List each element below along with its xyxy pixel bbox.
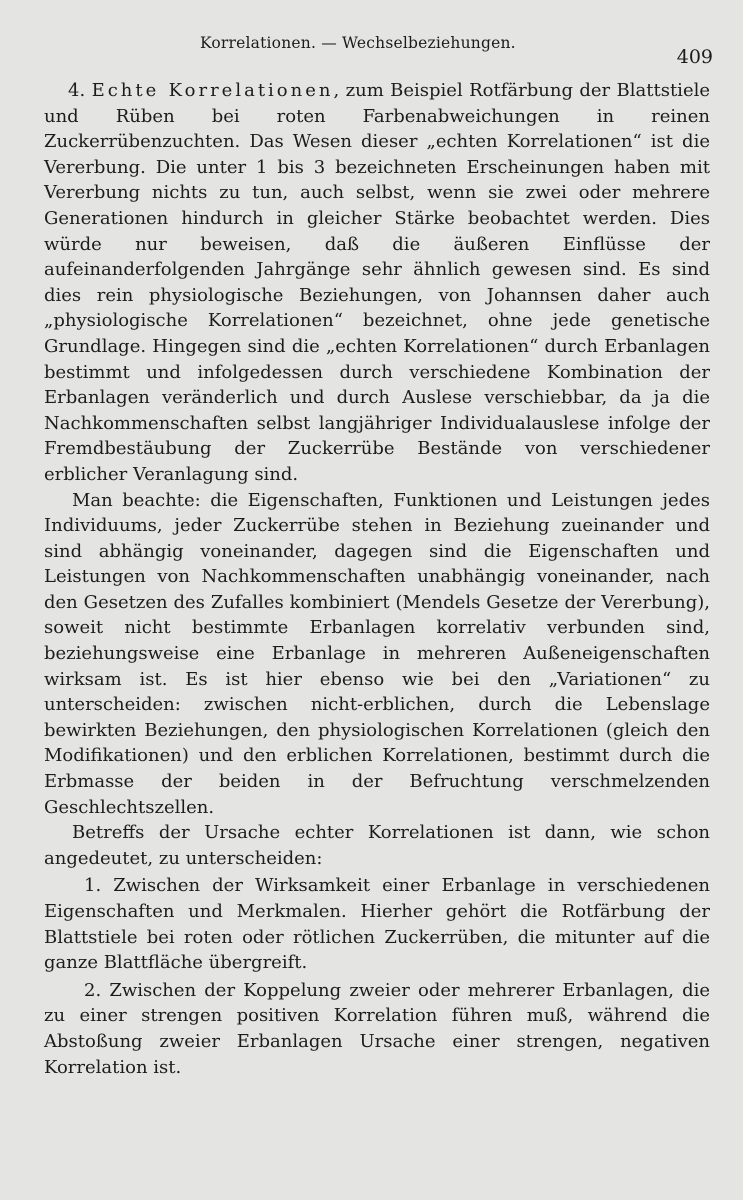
paragraph-text: , zum Beispiel Rotfärbung der Blattstiele und Rüben bei roten Farbenabweichungen in reinen Zuckerrübenzuchten. Das Wesen dieser „echten Korrelationen“ ist die Vererbung. Die unter 1 bis 3 bezeichneten Erscheinungen haben mit Vererbung nichts zu tun, auch selbst, wenn sie zwei oder mehrere Generationen hindurch in gleicher Stärke beobachtet werden. Dies würde nur beweisen, daß die äußeren Einflüsse der aufeinanderfolgenden Jahrgänge sehr ähnlich gewesen sind. Es sind dies rein physiologische Beziehungen, von Johannsen daher auch „physiologische Korrelationen“ bezeichnet, ohne jede genetische Grundlage. Hingegen sind die „echten Korrelationen“ durch Erbanlagen bestimmt und infolgedessen durch verschiedene Kombination der Erbanlagen veränderlich und durch Auslese verschiebbar, da ja die Nachkommenschaften selbst langjähriger Individualauslese infolge der Fremdbestäubung der Zuckerrübe Bestände von verschiedener erblicher Veranlagung sind. (44, 80, 710, 485)
body-text (44, 78, 710, 1080)
running-head: Korrelationen. — Wechselbeziehungen. (200, 34, 516, 52)
paragraph-man-beachte: Man beachte: die Eigenschaften, Funktionen und Leistungen jedes Individuums, jeder Zuckerrübe stehen in Beziehung zueinander und sind abhängig voneinander, dagegen sind die Eigenschaften und Leistungen von Nachkommenschaften unabhängig voneinander, nach den Gesetzen des Zufalles kombiniert (Mendels Gesetze der Vererbung), soweit nicht bestimmte Erbanlagen korrelativ verbunden sind, beziehungsweise eine Erbanlage in mehreren Außeneigenschaften wirksam ist. Es ist hier ebenso wie bei den „Variationen“ zu unterscheiden: zwischen nicht-erblichen, durch die Lebenslage bewirkten Beziehungen, den physiologischen Korrelationen (gleich den Modifikationen) und den erblichen Korrelationen, bestimmt durch die Erbmasse der beiden in der Befruchtung verschmelzenden Geschlechtszellen. (44, 489, 710, 818)
list-item-1: 1. Zwischen der Wirksamkeit einer Erbanlage in verschiedenen Eigenschaften und Merkmalen. Hierher gehört die Rotfärbung der Blattstiele bei roten oder rötlichen Zuckerrüben, die mitunter auf die ganze Blattfläche übergreift. (44, 875, 710, 974)
spaced-heading: Echte Korrelationen (91, 80, 334, 101)
item-number: 4. (68, 80, 92, 101)
paragraph-ursache: Betreffs der Ursache echter Korrelationen ist dann, wie schon angedeutet, zu unterscheiden: (44, 822, 710, 869)
list-item-2: 2. Zwischen der Koppelung zweier oder mehrerer Erbanlagen, die zu einer strengen positiven Korrelation führen muß, während die Abstoßung zweier Erbanlagen Ursache einer strengen, negativen Korrelation ist. (44, 979, 710, 1078)
page-number: 409 (676, 46, 713, 68)
paragraph-echte-korrelationen (44, 78, 710, 488)
